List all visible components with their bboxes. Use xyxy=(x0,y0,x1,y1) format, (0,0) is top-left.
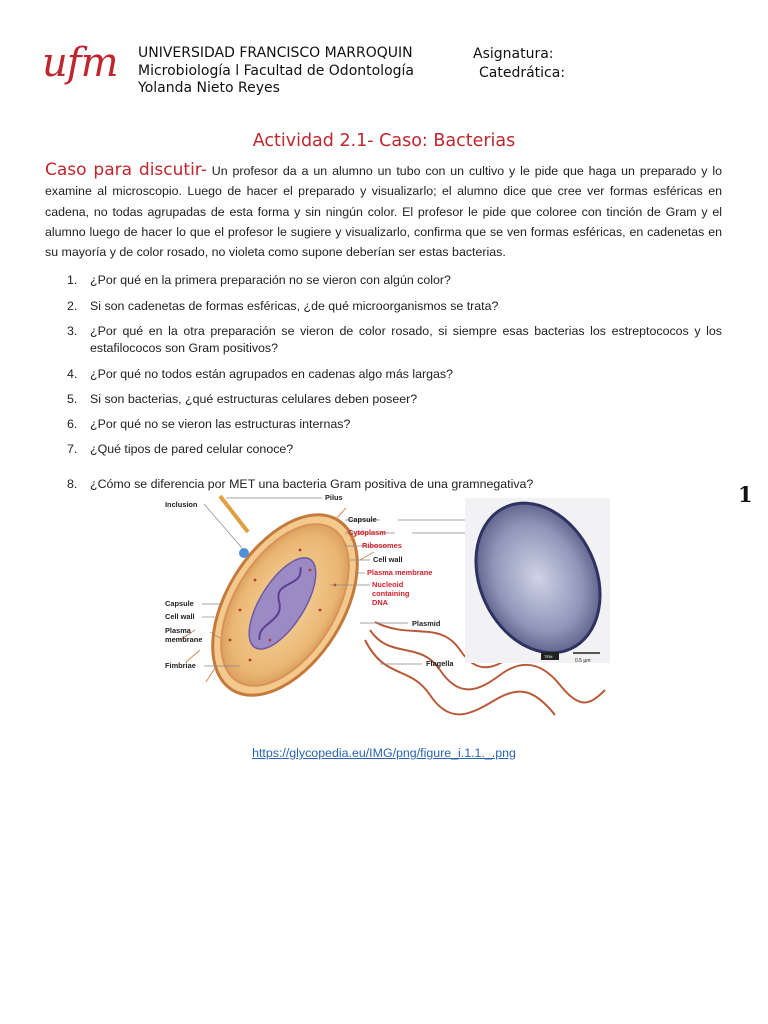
bacteria-figure xyxy=(160,490,610,728)
header-course: Microbiología l Facultad de Odontología xyxy=(138,62,414,79)
case-lead: Caso para discutir- xyxy=(45,160,207,180)
label-pilus: Pilus xyxy=(325,493,343,502)
header-university: UNIVERSIDAD FRANCISCO MARROQUIN xyxy=(138,45,413,61)
label-dna: DNA xyxy=(372,598,389,607)
source-link[interactable]: https://glycopedia.eu/IMG/png/figure_i.1.1._.png xyxy=(252,746,516,760)
label-capsule-left: Capsule xyxy=(165,599,194,608)
question-item xyxy=(67,323,722,357)
label-cell-wall-right: Cell wall xyxy=(373,555,403,564)
question-number: 5. xyxy=(67,392,78,406)
tem-label: TEM xyxy=(544,654,553,659)
label-fimbriae: Fimbriae xyxy=(165,661,196,670)
question-number: 2. xyxy=(67,299,78,313)
scale-label: 0.5 µm xyxy=(575,658,591,664)
inclusion-shape xyxy=(239,548,249,558)
question-item xyxy=(67,366,722,383)
question-item xyxy=(67,441,722,458)
teacher-label: Catedrática: xyxy=(479,65,566,81)
question-text: ¿Por qué no todos están agrupados en cadenas algo más largas? xyxy=(90,367,454,381)
pilus-shape xyxy=(220,496,248,532)
question-text: ¿Por qué en la primera preparación no se vieron con algún color? xyxy=(90,273,451,287)
label-capsule-right: Capsule xyxy=(348,515,377,524)
question-text: ¿Cómo se diferencia por MET una bacteria Gram positiva de una gramnegativa? xyxy=(90,477,534,491)
question-text: ¿Por qué no se vieron las estructuras internas? xyxy=(90,417,351,431)
label-plasmid: Plasmid xyxy=(412,619,441,628)
page-title: Actividad 2.1- Caso: Bacterias xyxy=(252,131,516,151)
label-plasma-membrane-right: Plasma membrane xyxy=(367,568,433,577)
question-number: 8. xyxy=(67,477,78,491)
question-item xyxy=(67,416,722,433)
header-institution xyxy=(138,45,414,98)
question-text: ¿Por qué en la otra preparación se vieron de color rosado, si siempre esas bacterias los estreptococos y los estafilococos son Gram positivos? xyxy=(90,324,722,355)
label-cell-wall-left: Cell wall xyxy=(165,612,195,621)
case-text: Un profesor da a un alumno un tubo con un cultivo y le pide que haga un preparado y lo examine al microscopio. Luego de hacer el preparado y visualizarlo; el alumno dice que cree ver formas esféricas en cadena, no todas agrupadas de esta forma y sin ningún color. El profesor le pide que coloree con tinción de Gram y el alumno luego de hacer lo que el profesor le sugiere y visualizarlo, confirma que se ven formas esféricas, en cadenetas en su mayoría y de color rosado, no violeta como supone deberían ser estas bacterias. xyxy=(45,164,722,260)
label-nucleoid: Nucleoid xyxy=(372,580,404,589)
label-inclusion: Inclusion xyxy=(165,500,198,509)
label-ribosomes: Ribosomes xyxy=(362,541,402,550)
question-item xyxy=(67,391,722,408)
label-membrane-left: membrane xyxy=(165,635,203,644)
case-paragraph xyxy=(45,160,722,262)
header-author: Yolanda Nieto Reyes xyxy=(138,80,280,96)
page-number: 1 xyxy=(738,482,753,507)
question-number: 1. xyxy=(67,273,78,287)
label-containing: containing xyxy=(372,589,410,598)
question-item xyxy=(67,298,722,315)
header-fields xyxy=(473,45,565,83)
question-item xyxy=(67,272,722,289)
label-flagella: Flagella xyxy=(426,659,454,668)
question-text: Si son cadenetas de formas esféricas, ¿de qué microorganismos se trata? xyxy=(90,299,499,313)
cell-body xyxy=(183,490,387,721)
label-cytoplasm: Cytoplasm xyxy=(348,528,386,537)
question-number: 6. xyxy=(67,417,78,431)
label-plasma-left: Plasma xyxy=(165,626,191,635)
question-text: ¿Qué tipos de pared celular conoce? xyxy=(90,442,294,456)
question-number: 7. xyxy=(67,442,78,456)
ufm-logo: ufm xyxy=(42,40,118,86)
question-number: 3. xyxy=(67,324,78,338)
question-text: Si son bacterias, ¿qué estructuras celulares deben poseer? xyxy=(90,392,418,406)
subject-label: Asignatura: xyxy=(473,46,554,62)
question-number: 4. xyxy=(67,367,78,381)
